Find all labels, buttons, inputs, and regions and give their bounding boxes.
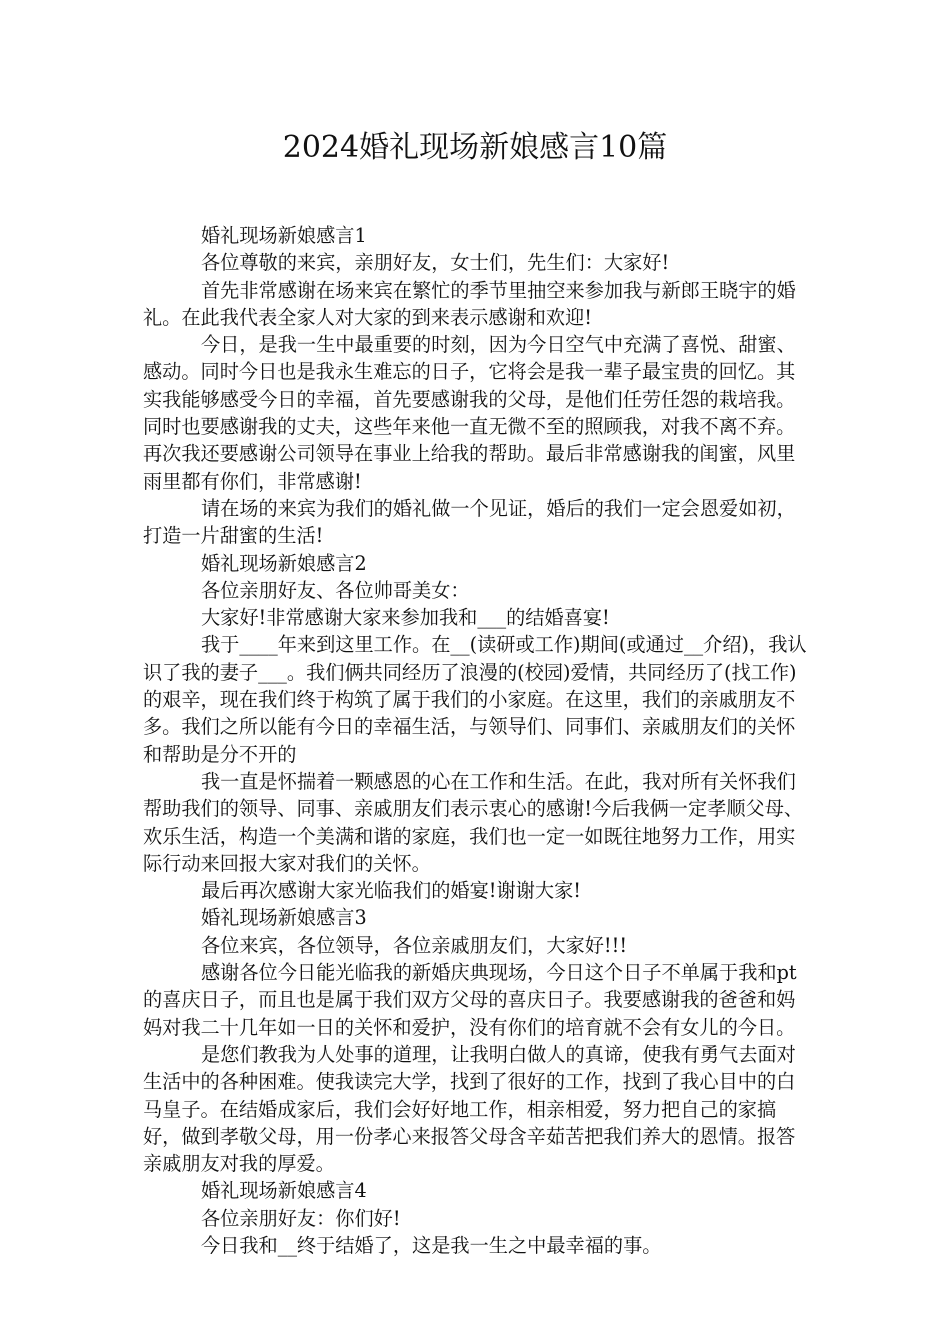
- section-heading: 婚礼现场新娘感言4: [201, 1179, 367, 1203]
- paragraph: 是您们教我为人处事的道理，让我明白做人的真谛，使我有勇气去面对生活中的各种困难。使我读完大学，找到了很好的工作，找到了我心目中的白马皇子。在结婚成家后，我们会好好地工作，相亲相爱，努力把自己的家搞好，做到孝敬父母，用一份孝心来报答父母含辛茹苦把我们养大的恩情。报答亲戚朋友对我的厚爱。: [143, 1042, 796, 1176]
- paragraph: 各位亲朋好友、各位帅哥美女：: [201, 578, 470, 602]
- paragraph: 今日，是我一生中最重要的时刻，因为今日空气中充满了喜悦、甜蜜、感动。同时今日也是我永生难忘的日子，它将会是我一辈子最宝贵的回忆。其实我能够感受今日的幸福，首先要感谢我的父母，是他们任劳任怨的栽培我。同时也要感谢我的丈夫，这些年来他一直无微不至的照顾我，对我不离不弃。再次我还要感谢公司领导在事业上给我的帮助。最后非常感谢我的闺蜜，风里雨里都有你们，非常感谢!: [143, 333, 796, 493]
- document-title: 2024婚礼现场新娘感言10篇: [282, 130, 668, 165]
- paragraph: 今日我和__终于结婚了，这是我一生之中最幸福的事。: [201, 1233, 662, 1257]
- paragraph: 感谢各位今日能光临我的新婚庆典现场，今日这个日子不单属于我和pt的喜庆日子，而且也是属于我们双方父母的喜庆日子。我要感谢我的爸爸和妈妈对我二十几年如一日的关怀和爱护，没有你们的培育就不会有女儿的今日。: [143, 961, 797, 1039]
- paragraph: 大家好!非常感谢大家来参加我和___的结婚喜宴!: [201, 606, 610, 630]
- paragraph: 我于____年来到这里工作。在__(读研或工作)期间(或通过__介绍)，我认识了我的妻子___。我们俩共同经历了浪漫的(校园)爱情，共同经历了(找工作)的艰辛，现在我们终于构筑了属于我们的小家庭。在这里，我们的亲戚朋友不多。我们之所以能有今日的幸福生活，与领导们、同事们、亲戚朋友们的关怀和帮助是分不开的: [143, 633, 807, 766]
- document-body: [143, 222, 807, 1259]
- paragraph: 各位亲朋好友：你们好!: [201, 1206, 401, 1230]
- paragraph: 各位来宾，各位领导，各位亲戚朋友们，大家好!!!: [201, 933, 628, 957]
- section-heading: 婚礼现场新娘感言2: [201, 551, 367, 575]
- paragraph: 首先非常感谢在场来宾在繁忙的季节里抽空来参加我与新郎王晓宇的婚礼。在此我代表全家人对大家的到来表示感谢和欢迎!: [143, 278, 796, 329]
- paragraph: 最后再次感谢大家光临我们的婚宴!谢谢大家!: [201, 879, 581, 903]
- paragraph: 请在场的来宾为我们的婚礼做一个见证，婚后的我们一定会恩爱如初，打造一片甜蜜的生活!: [143, 496, 796, 548]
- section-heading: 婚礼现场新娘感言1: [201, 224, 367, 247]
- section-heading: 婚礼现场新娘感言3: [201, 906, 367, 930]
- paragraph: 各位尊敬的来宾，亲朋好友，女士们，先生们：大家好!: [201, 251, 670, 275]
- paragraph: 我一直是怀揣着一颗感恩的心在工作和生活。在此，我对所有关怀我们帮助我们的领导、同事、亲戚朋友们表示衷心的感谢!今后我俩一定孝顺父母、欢乐生活，构造一个美满和谐的家庭，我们也一定一如既往地努力工作，用实际行动来回报大家对我们的关怀。: [143, 769, 804, 875]
